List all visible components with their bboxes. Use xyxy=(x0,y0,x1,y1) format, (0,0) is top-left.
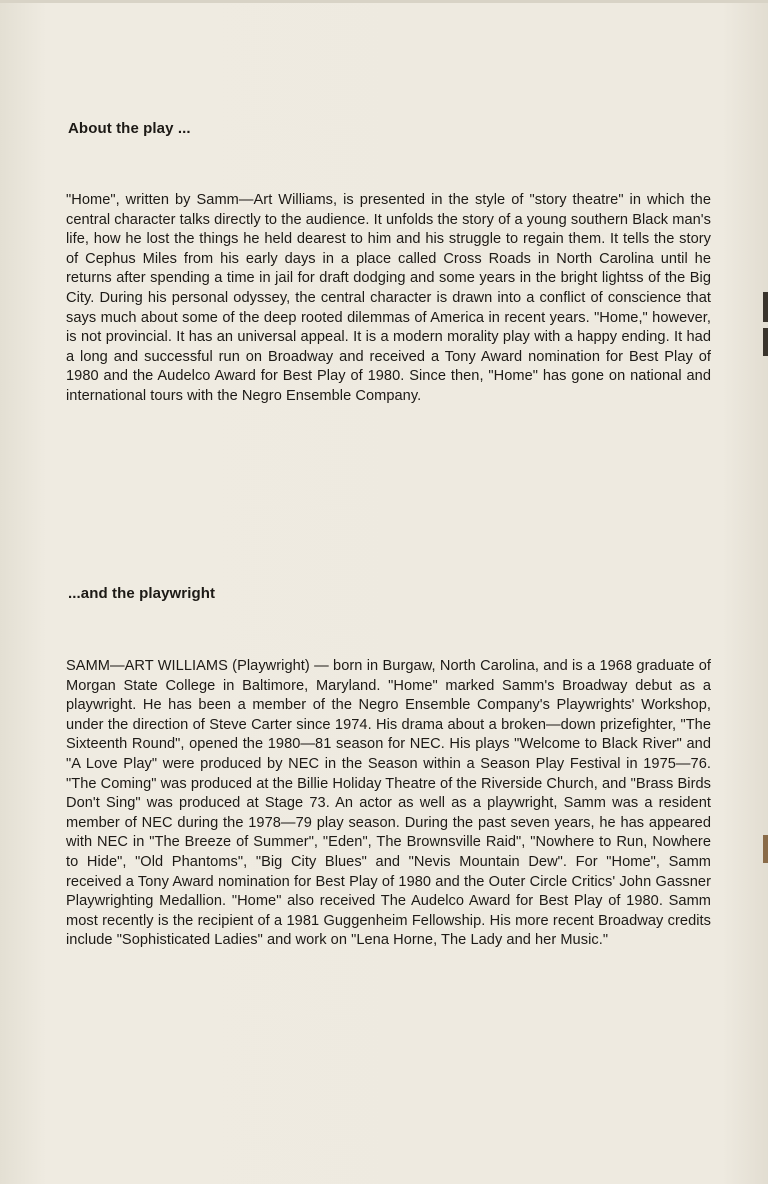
about-playwright-paragraph: SAMM—ART WILLIAMS (Playwright) — born in Burgaw, North Carolina, and is a 1968 graduate of Morgan State College in Baltimore, Maryland. "Home" marked Samm's Broadway debut as a playwright. He has been a member of the Negro Ensemble Company's Playwrights' Workshop, under the direction of Steve Carter since 1974. His drama about a broken—down prizefighter, "The Sixteenth Round", opened the 1980—81 season for NEC. His plays "Welcome to Black River" and "A Love Play" were produced by NEC in the Season within a Season Play Festival in 1975—76. "The Coming" was produced at the Billie Holiday Theatre of the Riverside Church, and "Brass Birds Don't Sing" was produced at Stage 73. An actor as well as a playwright, Samm was a resident member of NEC during the 1978—79 play season. During the past seven years, he has appeared with NEC in "The Breeze of Summer", "Eden", The Brownsville Raid", "Nowhere to Run, Nowhere to Hide", "Old Phantoms", "Big City Blues" and "Nevis Mountain Dew". For "Home", Samm received a Tony Award nomination for Best Play of 1980 and the Outer Circle Critics' John Gassner Playwrighting Medallion. "Home" also received The Audelco Award for Best Play of 1980. Samm most recently is the recipient of a 1981 Guggenheim Fellowship. His more recent Broadway credits include "Sophisticated Ladies" and work on "Lena Horne, The Lady and her Music." xyxy=(66,658,711,949)
about-play-paragraph: "Home", written by Samm—Art Williams, is presented in the style of "story theatre" in which the central character talks directly to the audience. It unfolds the story of a young southern Black man's life, how he lost the things he held dearest to him and his struggle to regain them. It tells the story of Cephus Miles from his early days in a place called Cross Roads in North Carolina until he returns after spending a time in jail for draft dodging and some years in the bright lightss of the Big City. During his personal odyssey, the central character is drawn into a conflict of conscience that says much about some of the deep rooted dilemmas of America in recent years. "Home," however, is not provincial. It has an universal appeal. It is a modern morality play with a happy ending. It had a long and successful run on Broadway and received a Tony Award nomination for Best Play of 1980 and the Audelco Award for Best Play of 1980. Since then, "Home" has gone on national and international tours with the Negro Ensemble Company. xyxy=(66,192,711,404)
page-edge-mark xyxy=(763,835,768,863)
page-edge-mark xyxy=(763,292,768,322)
about-play-heading: About the play ... xyxy=(68,120,191,137)
page-edge-mark xyxy=(763,328,768,356)
about-playwright-heading: ...and the playwright xyxy=(68,585,216,602)
